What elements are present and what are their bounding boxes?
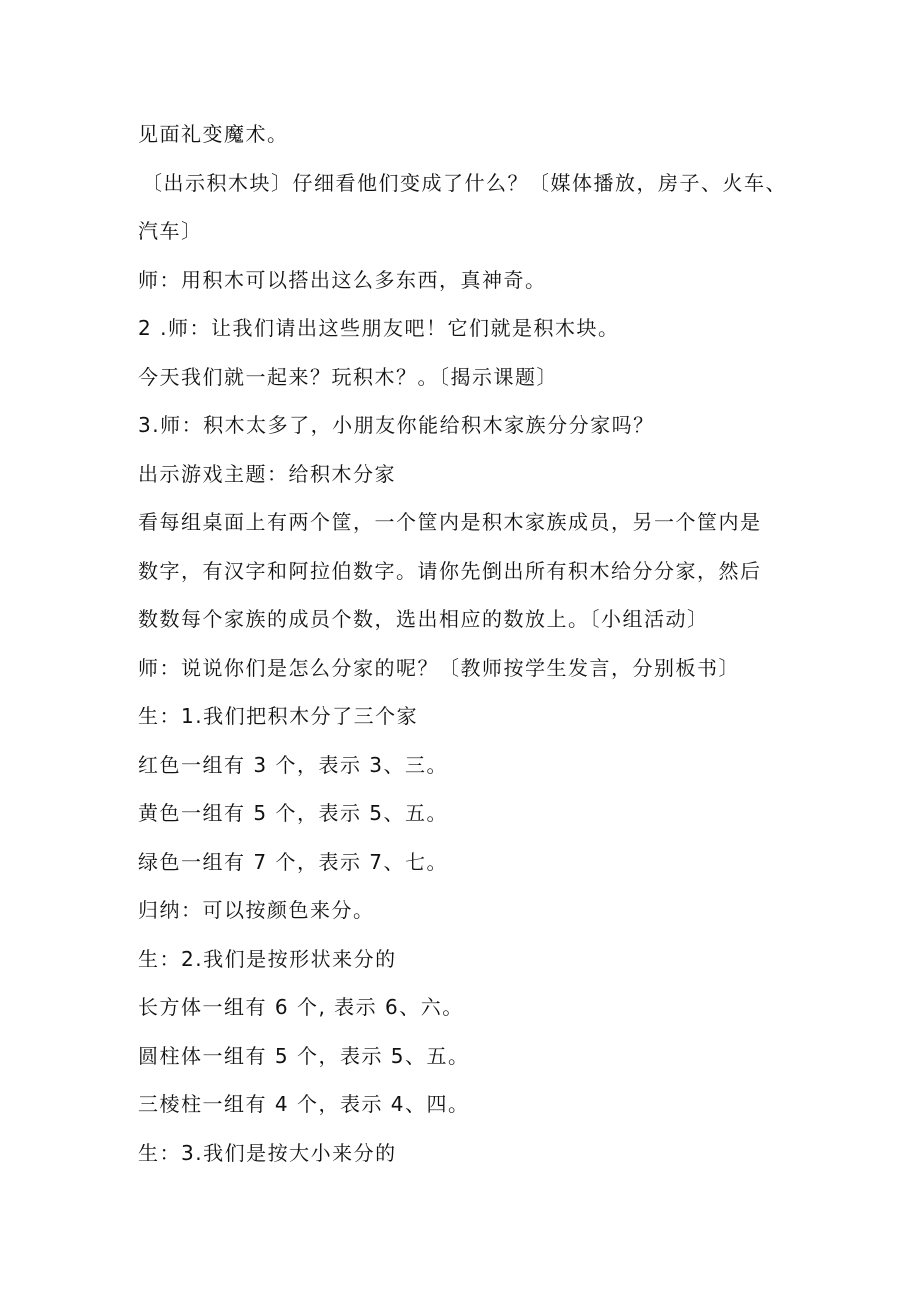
text-line: 生：3.我们是按大小来分的 bbox=[138, 1140, 397, 1165]
text-line: 圆柱体一组有 5 个，表示 5、五。 bbox=[138, 1043, 470, 1068]
text-line: 归纳：可以按颜色来分。 bbox=[138, 898, 375, 922]
text-line: 红色一组有 3 个，表示 3、三。 bbox=[138, 752, 449, 777]
text-line: 师：用积木可以搭出这么多东西，真神奇。 bbox=[138, 267, 547, 292]
text-line: 今天我们就一起来？玩积木？。〔揭示课题〕 bbox=[138, 364, 558, 389]
text-line: 出示游戏主题：给积木分家 bbox=[138, 461, 396, 486]
text-line: 黄色一组有 5 个，表示 5、五。 bbox=[138, 801, 449, 825]
text-line: 2 .师：让我们请出这些朋友吧！它们就是积木块。 bbox=[138, 316, 620, 340]
text-line: 〔出示积木块〕仔细看他们变成了什么？〔媒体播放，房子、火车、 bbox=[142, 170, 787, 195]
text-line: 3.师：积木太多了，小朋友你能给积木家族分分家吗？ bbox=[138, 413, 655, 437]
text-line: 数字，有汉字和阿拉伯数字。请你先倒出所有积木给分分家，然后 bbox=[138, 558, 762, 583]
text-line: 数数每个家族的成员个数，选出相应的数放上。〔小组活动〕 bbox=[138, 607, 709, 631]
text-line: 师：说说你们是怎么分家的呢？〔教师按学生发言，分别板书〕 bbox=[138, 655, 740, 680]
text-line: 看每组桌面上有两个筐，一个筐内是积木家族成员，另一个筐内是 bbox=[138, 510, 762, 534]
text-line: 生：1.我们把积木分了三个家 bbox=[138, 704, 419, 728]
text-line: 长方体一组有 6 个, 表示 6、六。 bbox=[138, 995, 464, 1019]
text-line: 绿色一组有 7 个，表示 7、七。 bbox=[138, 849, 449, 874]
text-line: 见面礼变魔术。 bbox=[138, 122, 289, 146]
text-line: 三棱柱一组有 4 个，表示 4、四。 bbox=[138, 1092, 470, 1116]
text-line: 汽车〕 bbox=[138, 219, 203, 243]
document-body bbox=[138, 110, 798, 1177]
text-line: 生：2.我们是按形状来分的 bbox=[138, 946, 397, 971]
